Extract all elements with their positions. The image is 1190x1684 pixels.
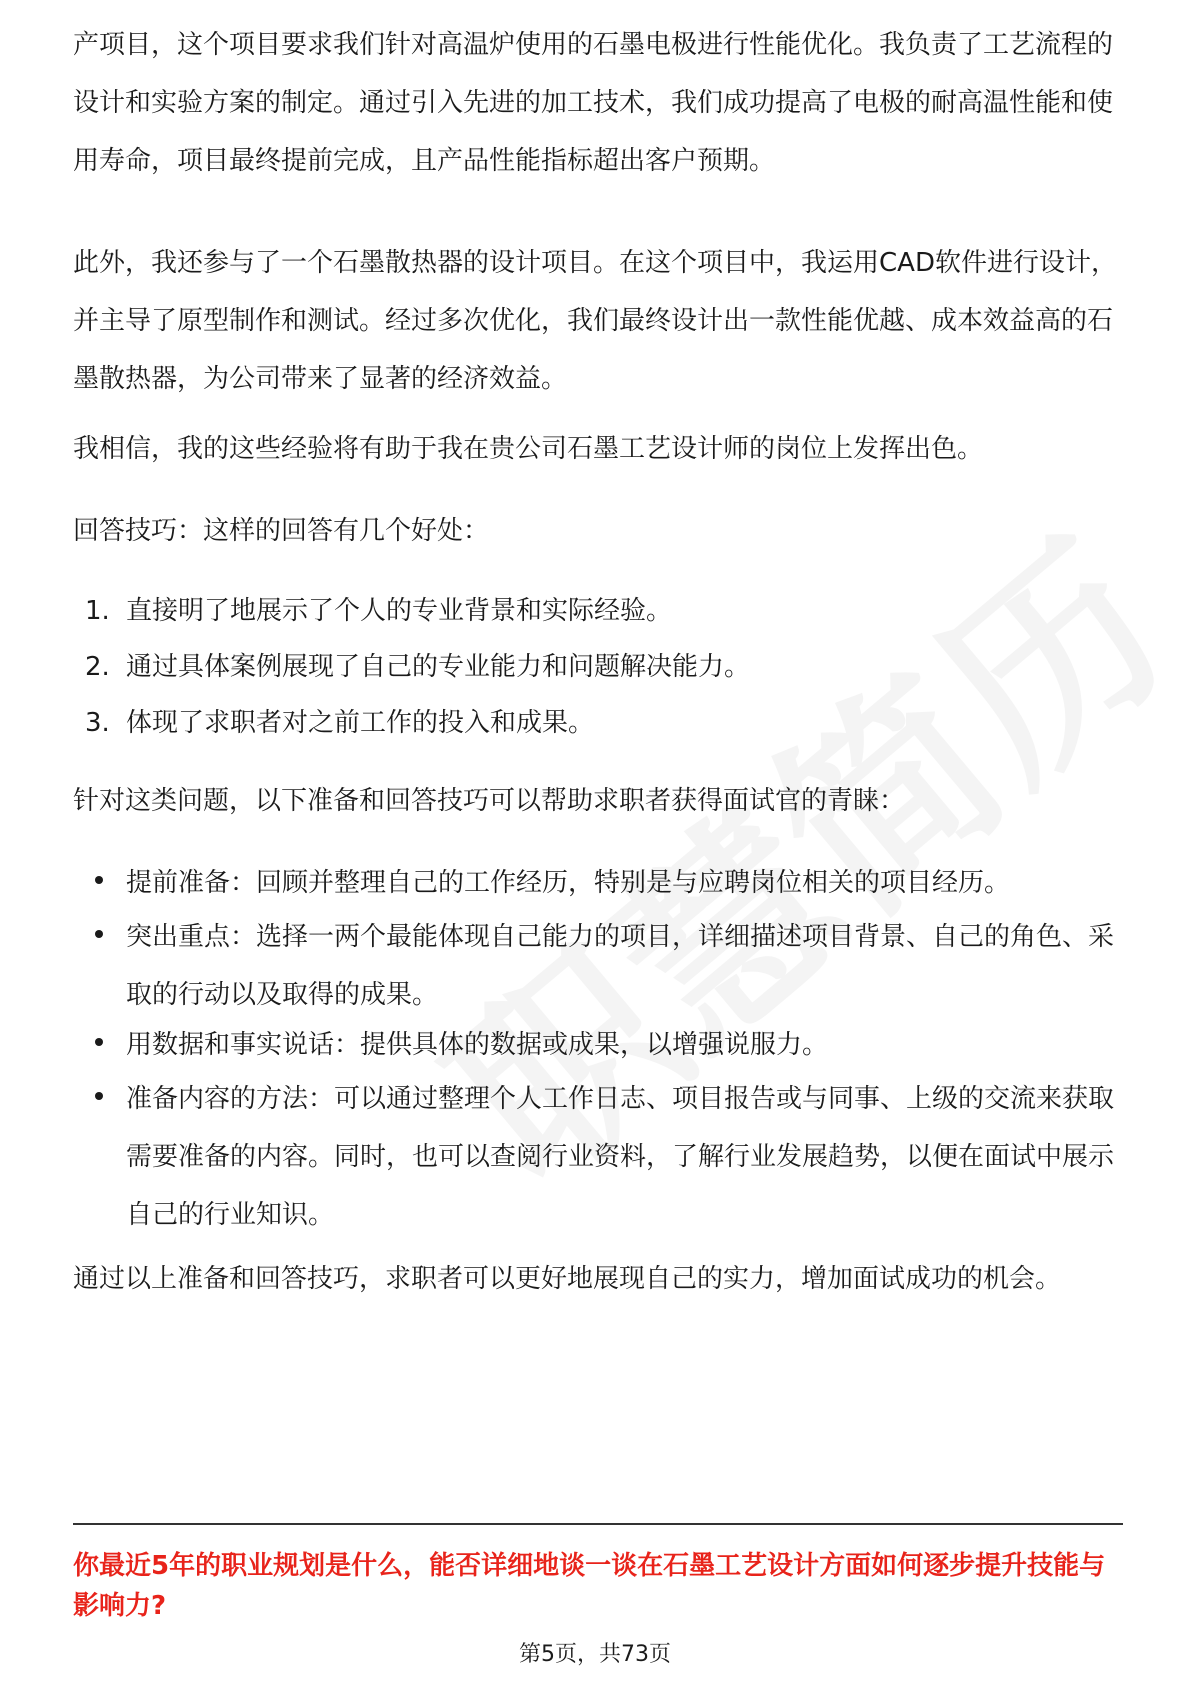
- list-number: 1.: [85, 596, 110, 626]
- list-item-text: 提前准备：回顾并整理自己的工作经历，特别是与应聘岗位相关的项目经历。: [126, 868, 1011, 898]
- bullet-dot: [95, 1038, 103, 1046]
- list-item-text: 突出重点：选择一两个最能体现自己能力的项目，详细描述项目背景、自己的角色、采取的行动以及取得的成果。: [126, 922, 1115, 1010]
- list-item-text: 准备内容的方法：可以通过整理个人工作日志、项目报告或与同事、上级的交流来获取需要准备的内容。同时，也可以查阅行业资料，了解行业发展趋势，以便在面试中展示自己的行业知识。: [126, 1084, 1115, 1230]
- paragraph-answer-tips: 回答技巧：这样的回答有几个好处：: [73, 516, 490, 546]
- list-item-text: 通过具体案例展现了自己的专业能力和问题解决能力。: [126, 652, 751, 682]
- list-item-text: 用数据和事实说话：提供具体的数据或成果，以增强说服力。: [126, 1030, 829, 1060]
- list-item-text: 体现了求职者对之前工作的投入和成果。: [126, 708, 595, 738]
- paragraph-project-experience: 产项目，这个项目要求我们针对高温炉使用的石墨电极进行性能优化。我负责了工艺流程的设计和实验方案的制定。通过引入先进的加工技术，我们成功提高了电极的耐高温性能和使用寿命，项目最终提前完成，且产品性能指标超出客户预期。: [73, 30, 1114, 176]
- page-number: 第5页，共73页: [519, 1642, 671, 1667]
- section-divider: [73, 1523, 1123, 1525]
- bullet-dot: [95, 876, 103, 884]
- paragraph-preparation-intro: 针对这类问题，以下准备和回答技巧可以帮助求职者获得面试官的青睐：: [73, 786, 906, 816]
- paragraph-heat-sink-project: 此外，我还参与了一个石墨散热器的设计项目。在这个项目中，我运用CAD软件进行设计，并主导了原型制作和测试。经过多次优化，我们最终设计出一款性能优越、成本效益高的石墨散热器，为公司带来了显著的经济效益。: [73, 248, 1117, 394]
- list-item-text: 直接明了地展示了个人的专业背景和实际经验。: [126, 596, 673, 626]
- list-number: 3.: [85, 708, 110, 738]
- bullet-dot: [95, 930, 103, 938]
- bullet-dot: [95, 1092, 103, 1100]
- paragraph-closing: 通过以上准备和回答技巧，求职者可以更好地展现自己的实力，增加面试成功的机会。: [73, 1264, 1062, 1294]
- list-number: 2.: [85, 652, 110, 682]
- paragraph-conclusion: 我相信，我的这些经验将有助于我在贵公司石墨工艺设计师的岗位上发挥出色。: [73, 434, 984, 464]
- next-question-heading: 你最近5年的职业规划是什么，能否详细地谈一谈在石墨工艺设计方面如何逐步提升技能与影响力?: [73, 1551, 1106, 1621]
